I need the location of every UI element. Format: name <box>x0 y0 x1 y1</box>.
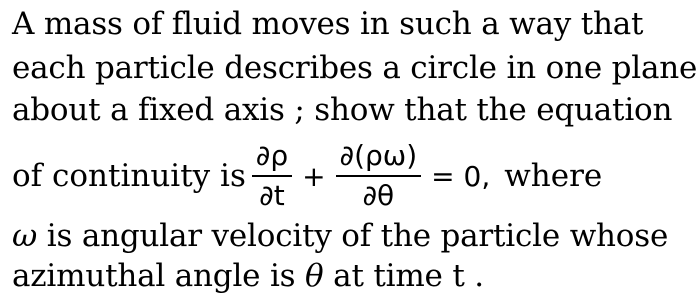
text-line-5-body: is angular velocity of the particle whose <box>37 218 669 254</box>
theta-symbol: θ <box>305 258 324 294</box>
equation-intro: of continuity is <box>12 158 246 194</box>
plus-sign: + <box>302 159 326 193</box>
fraction-drhoomega-dtheta <box>336 139 422 213</box>
text-line-5 <box>12 218 668 254</box>
equation-rhs: = 0, <box>431 159 491 193</box>
omega-symbol: ω <box>12 218 38 254</box>
fraction-bar <box>252 175 292 177</box>
text-line-1: A mass of fluid moves in such a way that <box>12 6 644 42</box>
fraction-numerator: ∂(ρω) <box>339 139 418 172</box>
continuity-equation-line <box>12 130 602 222</box>
where-word: where <box>504 158 603 194</box>
text-line-2: each particle describes a circle in one plane <box>12 50 698 86</box>
text-line-6-end: at time t . <box>323 258 484 294</box>
fraction-denominator: ∂t <box>259 179 285 212</box>
text-line-3: about a fixed axis ; show that the equation <box>12 92 673 128</box>
fraction-denominator: ∂θ <box>362 179 395 212</box>
fraction-bar <box>336 175 422 177</box>
fraction-numerator: ∂ρ <box>255 139 289 172</box>
fraction-drho-dt <box>252 139 292 213</box>
text-line-6 <box>12 258 484 294</box>
text-line-6-start: azimuthal angle is <box>12 258 306 294</box>
